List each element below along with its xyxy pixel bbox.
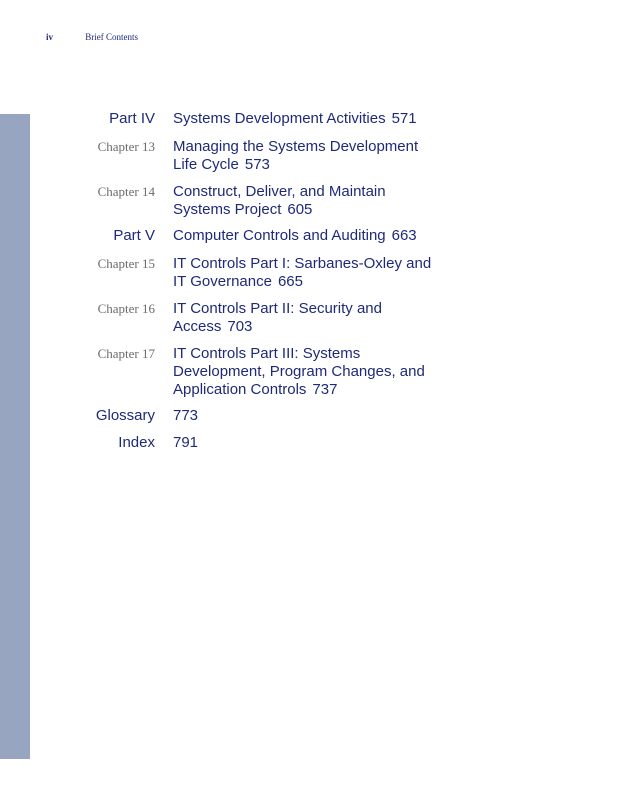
toc-label: Glossary bbox=[95, 407, 155, 424]
toc-page-number: 573 bbox=[244, 156, 270, 173]
toc-title-text: Systems Development Activities bbox=[173, 110, 386, 127]
toc-page-number: 571 bbox=[391, 110, 417, 127]
toc-title bbox=[173, 343, 433, 399]
toc-page-number: 665 bbox=[277, 273, 303, 290]
toc-title-text: Managing the Systems Development Life Cycle bbox=[173, 138, 419, 173]
toc-entry-chapter-16[interactable] bbox=[0, 298, 639, 343]
toc-label: Chapter 13 bbox=[97, 139, 155, 154]
toc-entry-chapter-13[interactable] bbox=[0, 136, 639, 181]
page-number: iv bbox=[46, 32, 54, 42]
toc-label: Index bbox=[118, 434, 155, 451]
toc-page-number: 703 bbox=[227, 318, 253, 335]
toc-entry-chapter-17[interactable] bbox=[0, 343, 639, 406]
toc-page-number: 663 bbox=[391, 227, 417, 244]
toc-entry-chapter-14[interactable] bbox=[0, 181, 639, 226]
toc-title bbox=[173, 136, 433, 174]
toc-title bbox=[173, 406, 433, 426]
toc-title-text: IT Controls Part I: Sarbanes-Oxley and IT Governance bbox=[173, 255, 432, 290]
toc-page-number: 791 bbox=[173, 434, 199, 451]
running-header bbox=[46, 32, 138, 42]
toc-title bbox=[173, 298, 433, 336]
toc-title-text: IT Controls Part II: Security and Access bbox=[173, 300, 382, 335]
toc-label: Part IV bbox=[109, 110, 155, 127]
running-title: Brief Contents bbox=[85, 32, 139, 42]
toc-title bbox=[173, 433, 433, 453]
toc-entry-chapter-15[interactable] bbox=[0, 253, 639, 298]
toc-entry-part-iv[interactable] bbox=[0, 109, 639, 136]
toc-title bbox=[173, 181, 433, 219]
toc-title-text: Construct, Deliver, and Maintain Systems Project bbox=[173, 183, 386, 218]
toc-label: Chapter 15 bbox=[97, 256, 155, 271]
toc-title bbox=[173, 253, 433, 291]
toc-page-number: 737 bbox=[312, 381, 338, 398]
toc-title-text: Computer Controls and Auditing bbox=[173, 227, 386, 244]
toc-title-text: IT Controls Part III: Systems Development, Program Changes, and Application Controls bbox=[173, 345, 425, 398]
toc-label: Chapter 17 bbox=[97, 346, 155, 361]
toc-page-number: 773 bbox=[173, 407, 199, 424]
toc-page-number: 605 bbox=[287, 201, 313, 218]
toc-label: Chapter 16 bbox=[97, 301, 155, 316]
toc-title bbox=[173, 109, 433, 129]
toc-entry-index[interactable] bbox=[0, 433, 639, 460]
toc-entry-part-v[interactable] bbox=[0, 226, 639, 253]
toc-label: Part V bbox=[113, 227, 155, 244]
table-of-contents bbox=[0, 109, 639, 460]
toc-label: Chapter 14 bbox=[97, 184, 155, 199]
toc-title bbox=[173, 226, 433, 246]
toc-entry-glossary[interactable] bbox=[0, 406, 639, 433]
